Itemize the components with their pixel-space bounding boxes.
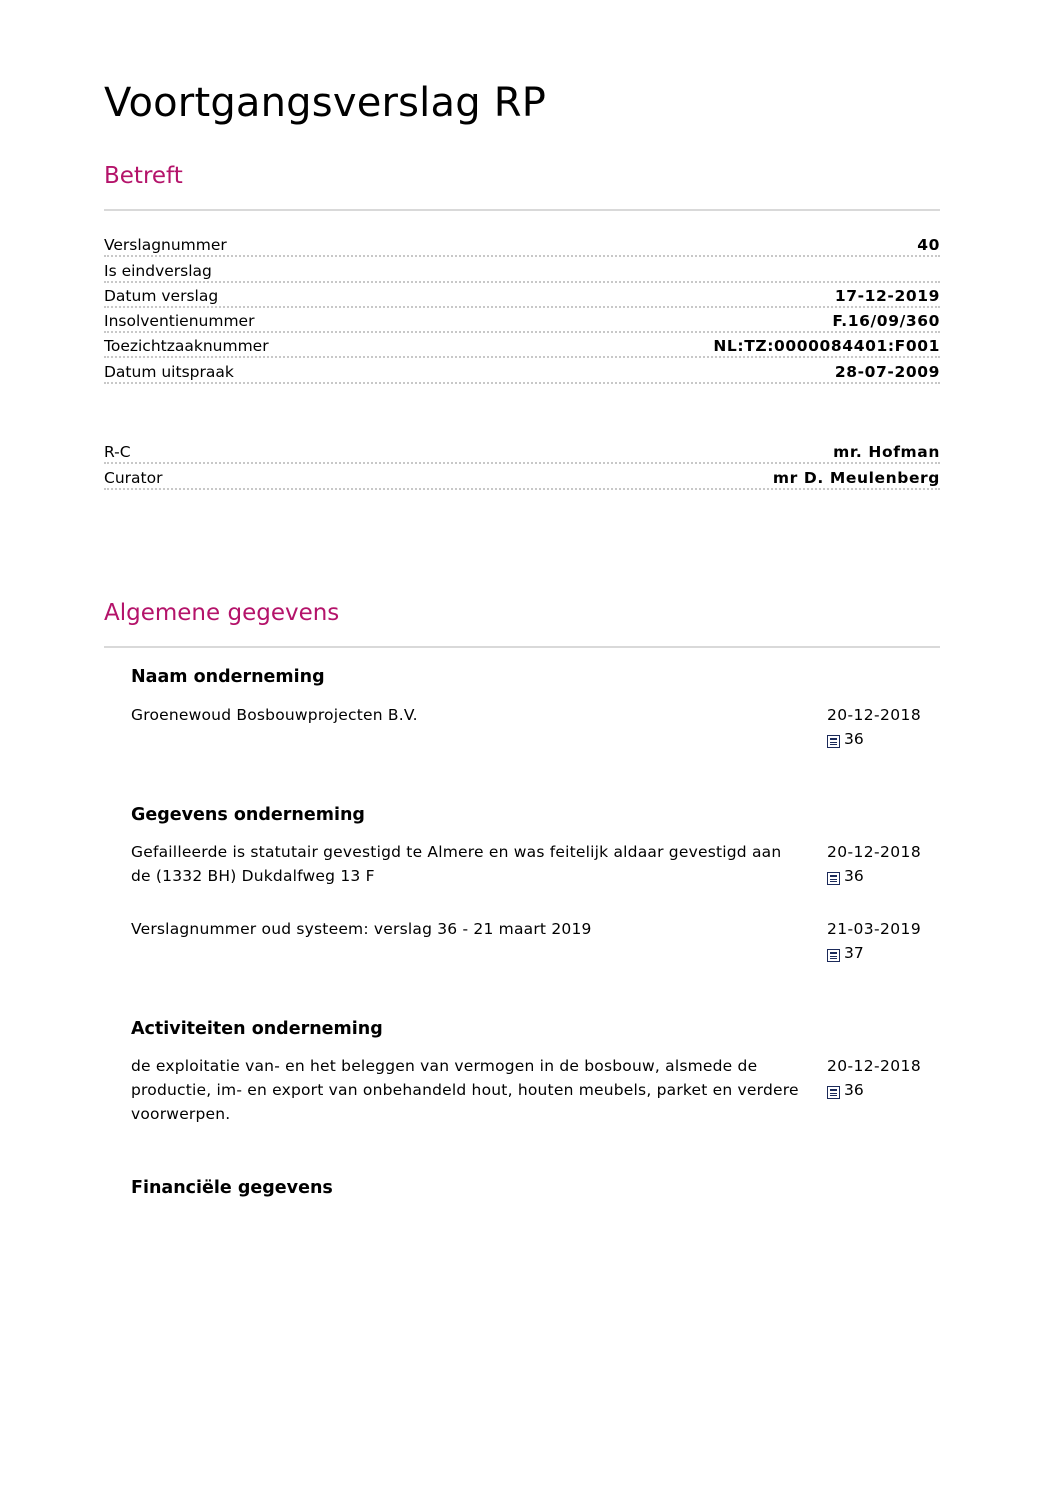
entry-text: de exploitatie van- en het beleggen van vermogen in de bosbouw, alsmede de productie, im- en export van onbehandeld hout, houten meubels, parket en verdere voorwerpen. bbox=[131, 1057, 799, 1123]
detail-row-curator bbox=[104, 464, 940, 489]
entry-meta bbox=[827, 840, 940, 888]
report-reference-link[interactable] bbox=[827, 727, 940, 751]
detail-value: 17-12-2019 bbox=[834, 286, 940, 305]
block-gegevens-onderneming bbox=[131, 805, 940, 962]
report-reference-link[interactable] bbox=[827, 864, 940, 888]
detail-row-toezichtzaaknummer bbox=[104, 333, 940, 358]
entry-date: 20-12-2018 bbox=[827, 843, 922, 861]
report-reference-link[interactable] bbox=[827, 941, 940, 965]
block-financiele-gegevens bbox=[131, 1178, 940, 1198]
detail-value: NL:TZ:0000084401:F001 bbox=[713, 337, 940, 356]
block-title: Naam onderneming bbox=[131, 667, 325, 687]
entry-meta bbox=[827, 703, 940, 751]
entry-meta bbox=[827, 1054, 940, 1102]
report-reference-number: 36 bbox=[844, 867, 864, 885]
detail-value: 28-07-2009 bbox=[834, 362, 940, 381]
report-reference-link[interactable] bbox=[827, 1078, 940, 1102]
entry-date: 20-12-2018 bbox=[827, 1057, 922, 1075]
detail-value: mr. Hofman bbox=[833, 443, 940, 462]
detail-label: Datum verslag bbox=[104, 286, 219, 305]
block-activiteiten-onderneming bbox=[131, 1019, 940, 1123]
document-icon bbox=[827, 735, 840, 748]
document-title: Voortgangsverslag RP bbox=[104, 80, 547, 126]
document-icon bbox=[827, 949, 840, 962]
section-divider bbox=[104, 646, 940, 648]
block-title: Gegevens onderneming bbox=[131, 805, 365, 825]
document-icon bbox=[827, 1086, 840, 1099]
section-heading-betreft: Betreft bbox=[104, 163, 183, 189]
section-heading-algemene-gegevens: Algemene gegevens bbox=[104, 600, 340, 626]
section-divider bbox=[104, 209, 940, 211]
entry-text: Gefailleerde is statutair gevestigd te Almere en was feitelijk aldaar gevestigd aan de (1332 BH) Dukdalfweg 13 F bbox=[131, 843, 782, 885]
detail-row-is-eindverslag bbox=[104, 257, 940, 282]
detail-row-rc bbox=[104, 439, 940, 464]
detail-label: R-C bbox=[104, 443, 131, 462]
detail-row-insolventienummer bbox=[104, 308, 940, 333]
entry-text: Verslagnummer oud systeem: verslag 36 - 21 maart 2019 bbox=[131, 920, 592, 938]
detail-row-datum-uitspraak bbox=[104, 358, 940, 383]
report-reference-number: 36 bbox=[844, 1081, 864, 1099]
detail-value: F.16/09/360 bbox=[832, 312, 940, 331]
case-people-table bbox=[104, 439, 940, 490]
document-icon bbox=[827, 872, 840, 885]
detail-label: Datum uitspraak bbox=[104, 362, 234, 381]
detail-label: Verslagnummer bbox=[104, 236, 227, 255]
block-title: Financiële gegevens bbox=[131, 1178, 333, 1198]
detail-value: 40 bbox=[917, 236, 940, 255]
detail-label: Toezichtzaaknummer bbox=[104, 337, 269, 356]
block-title: Activiteiten onderneming bbox=[131, 1019, 383, 1039]
case-details-table bbox=[104, 232, 940, 384]
report-reference-number: 37 bbox=[844, 944, 864, 962]
entry-date: 21-03-2019 bbox=[827, 920, 922, 938]
detail-row-verslagnummer bbox=[104, 232, 940, 257]
entry-meta bbox=[827, 917, 940, 965]
report-reference-number: 36 bbox=[844, 730, 864, 748]
detail-value: mr D. Meulenberg bbox=[772, 468, 940, 487]
entry-date: 20-12-2018 bbox=[827, 706, 922, 724]
block-naam-onderneming bbox=[131, 667, 940, 748]
detail-label: Insolventienummer bbox=[104, 312, 255, 331]
detail-label: Curator bbox=[104, 468, 163, 487]
detail-row-datum-verslag bbox=[104, 283, 940, 308]
entry-text: Groenewoud Bosbouwprojecten B.V. bbox=[131, 706, 418, 724]
detail-label: Is eindverslag bbox=[104, 261, 212, 280]
